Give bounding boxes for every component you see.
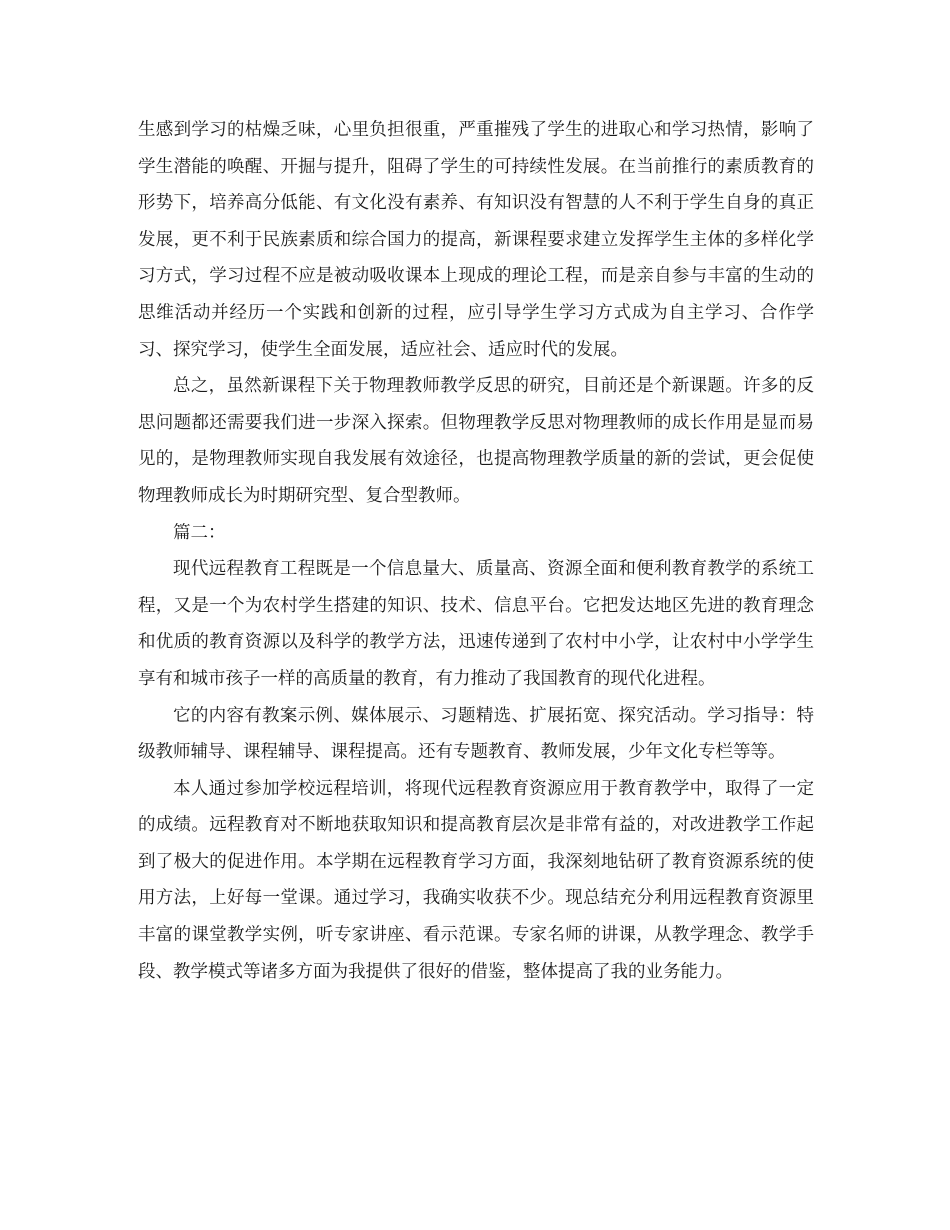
section-heading: 篇二：	[173, 522, 226, 543]
paragraph-conclusion: 总之，虽然新课程下关于物理教师教学反思的研究，目前还是个新课题。许多的反思问题都还需要我们进一步深入探索。但物理教学反思对物理教师的成长作用是显而易见的，是物理教师实现自我发展有效途径，也提高物理教学质量的新的尝试，更会促使物理教师成长为时期研究型、复合型教师。	[138, 376, 814, 506]
paragraph-continuation: 生感到学习的枯燥乏味，心里负担很重，严重摧残了学生的进取心和学习热情，影响了学生潜能的唤醒、开掘与提升，阻碍了学生的可持续性发展。在当前推行的素质教育的形势下，培养高分低能、有文化没有素养、有知识没有智慧的人不利于学生自身的真正发展，更不利于民族素质和综合国力的提高，新课程要求建立发挥学生主体的多样化学习方式，学习过程不应是被动吸收课本上现成的理论工程，而是亲自参与丰富的生动的思维活动并经历一个实践和创新的过程，应引导学生学习方式成为自主学习、合作学习、探究学习，使学生全面发展，适应社会、适应时代的发展。	[138, 120, 814, 360]
paragraph-experience: 本人通过参加学校远程培训，将现代远程教育资源应用于教育教学中，取得了一定的成绩。远程教育对不断地获取知识和提高教育层次是非常有益的，对改进教学工作起到了极大的促进作用。本学期在远程教育学习方面，我深刻地钻研了教育资源系统的使用方法，上好每一堂课。通过学习，我确实收获不少。现总结充分利用远程教育资源里丰富的课堂教学实例，听专家讲座、看示范课。专家名师的讲课，从教学理念、教学手段、教学模式等诸多方面为我提供了很好的借鉴，整体提高了我的业务能力。	[138, 778, 814, 982]
paragraph-intro: 现代远程教育工程既是一个信息量大、质量高、资源全面和便利教育教学的系统工程，又是一个为农村学生搭建的知识、技术、信息平台。它把发达地区先进的教育理念和优质的教育资源以及科学的教学方法，迅速传递到了农村中小学，让农村中小学学生享有和城市孩子一样的高质量的教育，有力推动了我国教育的现代化进程。	[138, 559, 814, 689]
document-body	[138, 112, 814, 990]
paragraph-contents: 它的内容有教案示例、媒体展示、习题精选、扩展拓宽、探究活动。学习指导：特级教师辅导、课程辅导、课程提高。还有专题教育、教师发展，少年文化专栏等等。	[138, 705, 814, 763]
